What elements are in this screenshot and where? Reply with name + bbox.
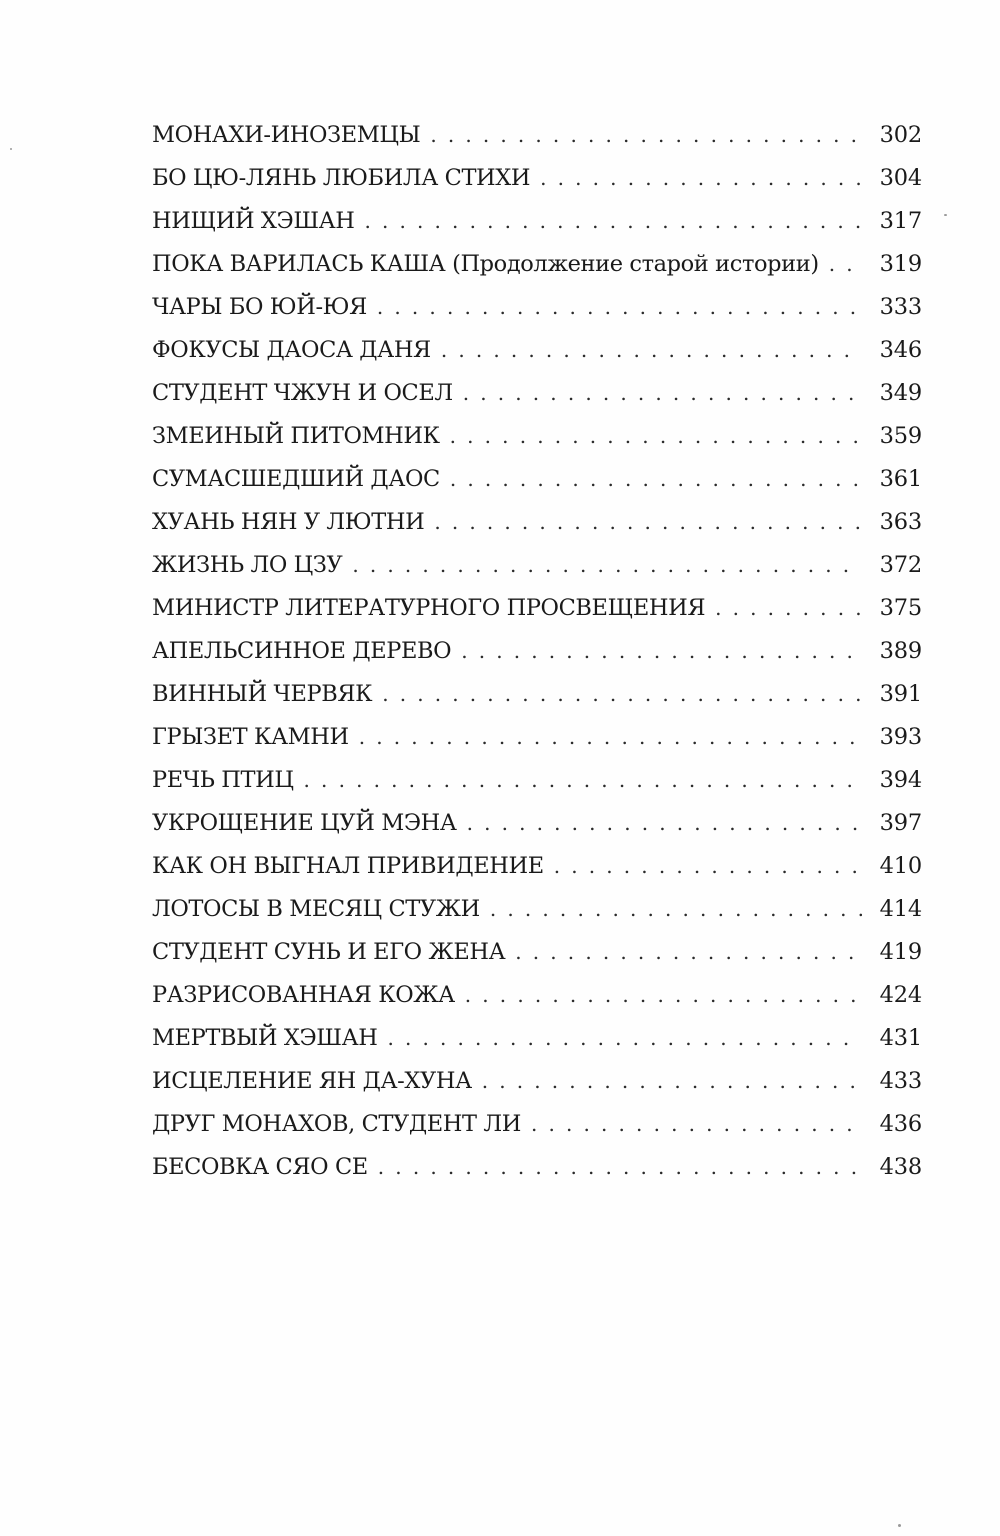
dot-leader — [304, 770, 862, 790]
toc-entry-title: ЖИЗНЬ ЛО ЦЗУ — [152, 552, 343, 578]
toc-entry — [152, 337, 922, 380]
toc-entry — [152, 552, 922, 595]
toc-entry-title: СТУДЕНТ СУНЬ И ЕГО ЖЕНА — [152, 939, 506, 965]
dot-leader — [430, 125, 862, 145]
toc-entry-title: МОНАХИ-ИНОЗЕМЦЫ — [152, 122, 421, 148]
toc-entry-page-number: 302 — [879, 122, 922, 148]
toc-entry-title: ГРЫЗЕТ КАМНИ — [152, 724, 349, 750]
toc-entry — [152, 122, 922, 165]
toc-entry-title: ХУАНЬ НЯН У ЛЮТНИ — [152, 509, 425, 535]
toc-entry-page-number: 419 — [879, 939, 922, 965]
toc-entry-page-number: 317 — [879, 208, 922, 234]
toc-entry — [152, 380, 922, 423]
toc-entry — [152, 896, 922, 939]
toc-entry-title: ЗМЕИНЫЙ ПИТОМНИК — [152, 423, 440, 449]
scan-speck — [898, 1524, 901, 1527]
toc-entry — [152, 853, 922, 896]
dot-leader — [359, 727, 862, 747]
toc-entry-page-number: 375 — [879, 595, 922, 621]
scan-speck — [10, 148, 12, 150]
toc-entry-title: ИСЦЕЛЕНИЕ ЯН ДА-ХУНА — [152, 1068, 472, 1094]
toc-entry-title: ЛОТОСЫ В МЕСЯЦ СТУЖИ — [152, 896, 480, 922]
toc-entry-title: АПЕЛЬСИННОЕ ДЕРЕВО — [152, 638, 452, 664]
dot-leader — [531, 1114, 862, 1134]
toc-entry-page-number: 319 — [879, 251, 922, 277]
toc-entry-page-number: 361 — [879, 466, 922, 492]
toc-entry-page-number: 433 — [879, 1068, 922, 1094]
dot-leader — [450, 469, 862, 489]
toc-entry-page-number: 410 — [879, 853, 922, 879]
dot-leader — [515, 942, 862, 962]
dot-leader — [434, 512, 862, 532]
toc-entry-title: ДРУГ МОНАХОВ, СТУДЕНТ ЛИ — [152, 1111, 521, 1137]
toc-entry-title: РЕЧЬ ПТИЦ — [152, 767, 294, 793]
toc-entry — [152, 767, 922, 810]
toc-entry — [152, 294, 922, 337]
dot-leader — [387, 1028, 862, 1048]
toc-entry-page-number: 394 — [879, 767, 922, 793]
toc-entry-title: ФОКУСЫ ДАОСА ДАНЯ — [152, 337, 431, 363]
toc-entry-title: БЕСОВКА СЯО СЕ — [152, 1154, 368, 1180]
toc-entry — [152, 509, 922, 552]
toc-entry — [152, 1154, 922, 1197]
toc-entry-page-number: 414 — [879, 896, 922, 922]
toc-entry-title: МЕРТВЫЙ ХЭШАН — [152, 1025, 378, 1051]
dot-leader — [715, 598, 862, 618]
toc-entry-title: СУМАСШЕДШИЙ ДАОС — [152, 466, 440, 492]
dot-leader — [461, 641, 862, 661]
dot-leader — [382, 684, 862, 704]
toc-entry — [152, 1111, 922, 1154]
toc-entry-page-number: 359 — [879, 423, 922, 449]
dot-leader — [467, 813, 862, 833]
dot-leader — [482, 1071, 862, 1091]
toc-entry-page-number: 436 — [879, 1111, 922, 1137]
dot-leader — [554, 856, 862, 876]
dot-leader — [352, 555, 862, 575]
toc-entry — [152, 208, 922, 251]
dot-leader — [463, 383, 862, 403]
dot-leader — [540, 168, 862, 188]
toc-entry-page-number: 363 — [879, 509, 922, 535]
toc-entry-page-number: 389 — [879, 638, 922, 664]
table-of-contents — [152, 122, 922, 1197]
toc-entry — [152, 810, 922, 853]
toc-entry-title: БО ЦЮ-ЛЯНЬ ЛЮБИЛА СТИХИ — [152, 165, 531, 191]
toc-entry — [152, 466, 922, 509]
toc-entry — [152, 681, 922, 724]
dot-leader — [377, 297, 862, 317]
toc-entry-page-number: 438 — [879, 1154, 922, 1180]
dot-leader — [490, 899, 862, 919]
toc-entry-page-number: 346 — [879, 337, 922, 363]
toc-entry-page-number: 333 — [879, 294, 922, 320]
toc-entry-title: МИНИСТР ЛИТЕРАТУРНОГО ПРОСВЕЩЕНИЯ — [152, 595, 706, 621]
toc-entry-page-number: 431 — [879, 1025, 922, 1051]
toc-entry — [152, 595, 922, 638]
dot-leader — [829, 254, 862, 274]
toc-entry-title: СТУДЕНТ ЧЖУН И ОСЕЛ — [152, 380, 453, 406]
toc-entry — [152, 638, 922, 681]
dot-leader — [441, 340, 862, 360]
toc-entry-title: НИЩИЙ ХЭШАН — [152, 208, 355, 234]
toc-entry-title: ЧАРЫ БО ЮЙ-ЮЯ — [152, 294, 367, 320]
toc-entry — [152, 165, 922, 208]
toc-entry — [152, 724, 922, 767]
dot-leader — [364, 211, 862, 231]
toc-entry — [152, 939, 922, 982]
toc-entry — [152, 1025, 922, 1068]
toc-entry-title: ВИННЫЙ ЧЕРВЯК — [152, 681, 373, 707]
dot-leader — [465, 985, 862, 1005]
toc-entry-title: КАК ОН ВЫГНАЛ ПРИВИДЕНИЕ — [152, 853, 544, 879]
toc-entry-page-number: 424 — [879, 982, 922, 1008]
toc-entry-title: ПОКА ВАРИЛАСЬ КАША (Продолжение старой истории) — [152, 251, 819, 277]
toc-entry-page-number: 304 — [879, 165, 922, 191]
toc-entry — [152, 1068, 922, 1111]
toc-entry-page-number: 397 — [879, 810, 922, 836]
dot-leader — [378, 1157, 862, 1177]
toc-entry-page-number: 393 — [879, 724, 922, 750]
toc-entry-page-number: 372 — [879, 552, 922, 578]
toc-entry — [152, 423, 922, 466]
toc-entry-page-number: 349 — [879, 380, 922, 406]
toc-entry — [152, 251, 922, 294]
dot-leader — [450, 426, 862, 446]
toc-entry-page-number: 391 — [879, 681, 922, 707]
scan-speck — [944, 214, 947, 216]
toc-entry-title: УКРОЩЕНИЕ ЦУЙ МЭНА — [152, 810, 457, 836]
toc-entry — [152, 982, 922, 1025]
toc-entry-title: РАЗРИСОВАННАЯ КОЖА — [152, 982, 455, 1008]
